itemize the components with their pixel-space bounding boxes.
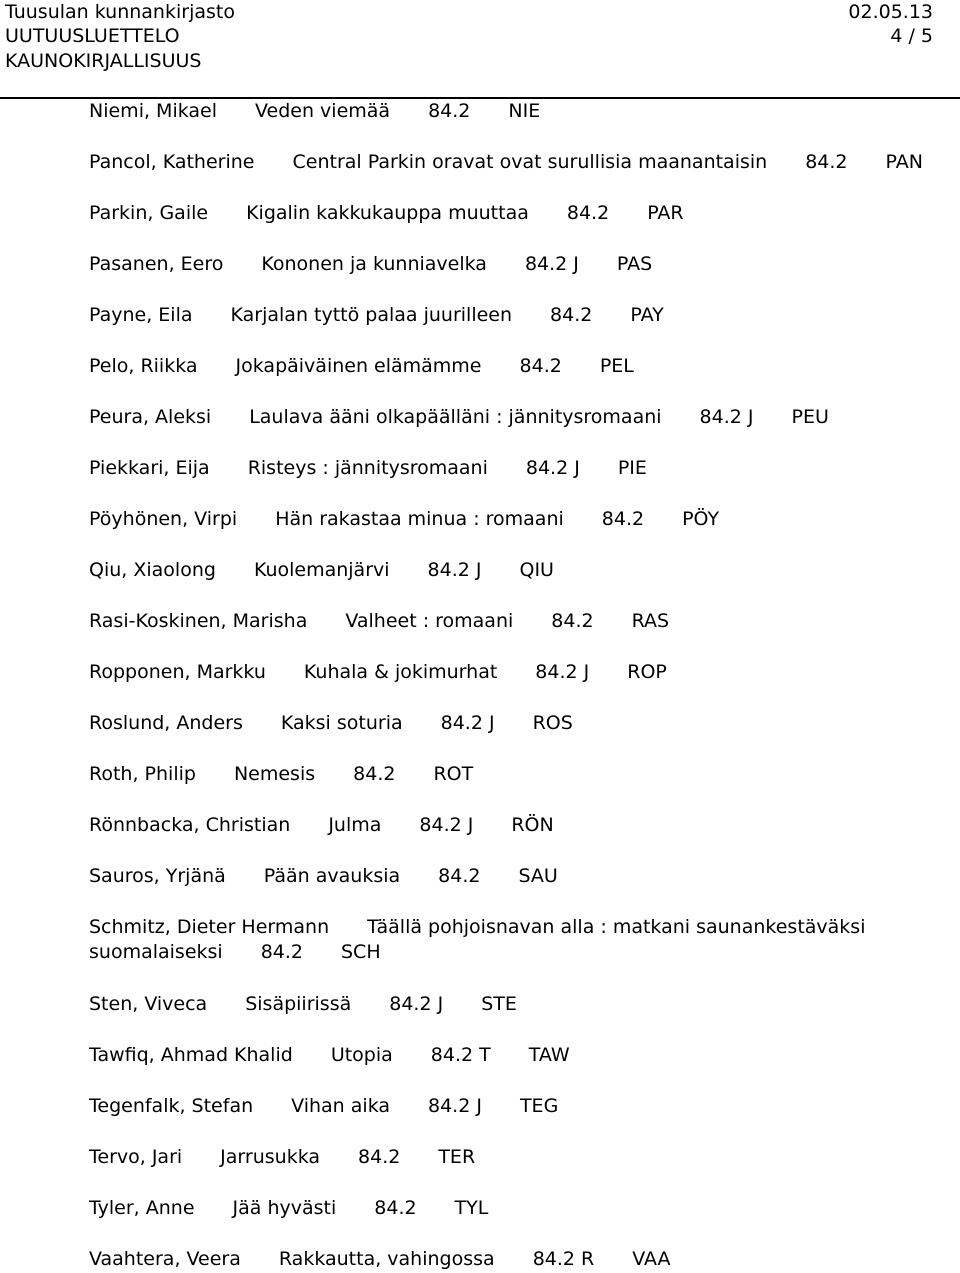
entry-item [89,507,949,532]
entry-item [89,992,949,1017]
page-number: 4 / 5 [890,25,933,47]
entry-title: Kigalin kakkukauppa muuttaa [246,202,529,224]
entry-item [89,660,949,685]
entry-item [89,1196,949,1221]
category-title: KAUNOKIRJALLISUUS [5,50,202,72]
entry-title: Vihan aika [291,1095,390,1117]
entry-author: Piekkari, Eija [89,457,210,479]
entry-title: Laulava ääni olkapäälläni : jännitysromaani [249,406,662,428]
entry-code: ROP [627,661,667,683]
entry-code: RÖN [511,814,554,836]
entry-class: 84.2 [260,941,303,963]
entry-code: PEU [791,406,829,428]
entry-class: 84.2 J [428,1095,482,1117]
entry-title: Veden viemää [255,100,391,122]
entry-author: Vaahtera, Veera [89,1248,241,1270]
entry-title: Kuhala & jokimurhat [303,661,498,683]
entry-class: 84.2 J [389,993,444,1015]
entry-author: Tegenfalk, Stefan [89,1095,254,1117]
entry-title: Utopia [330,1044,393,1066]
entry-item [89,252,949,277]
entry-title: Nemesis [233,763,316,785]
entry-author: Tervo, Jari [89,1146,183,1168]
entry-item [89,813,949,838]
entry-class: 84.2 [358,1146,401,1168]
entry-code: RAS [631,610,670,632]
entry-code: PAS [616,253,653,275]
entry-title: Central Parkin oravat ovat surullisia maanantaisin [292,151,768,173]
entry-author: Sauros, Yrjänä [89,865,226,887]
entry-author: Ropponen, Markku [89,661,266,683]
entry-code: TEG [519,1095,559,1117]
entry-item [89,609,949,634]
entry-code: PEL [599,355,634,377]
entry-title: Jää hyvästi [232,1197,337,1219]
entry-title: Karjalan tyttö palaa juurilleen [230,304,513,326]
entry-author: Tyler, Anne [89,1197,195,1219]
entry-code: PAN [885,151,923,173]
entry-item [89,762,949,787]
entry-author: Niemi, Mikael [89,100,217,122]
entry-class: 84.2 [805,151,848,173]
entry-author: Tawfiq, Ahmad Khalid [89,1044,293,1066]
entry-code: ROS [532,712,573,734]
entry-title: Hän rakastaa minua : romaani [275,508,564,530]
entry-title: Täällä pohjoisnavan alla : matkani saunankestäväksi suomalaiseksi [89,916,866,963]
entry-author: Payne, Eila [89,304,193,326]
entry-class: 84.2 J [419,814,474,836]
entry-class: 84.2 [601,508,645,530]
entry-code: PAR [647,202,684,224]
entry-author: Rönnbacka, Christian [89,814,291,836]
entry-title: Jarrusukka [220,1146,321,1168]
entry-item [89,354,949,379]
entry-class: 84.2 [428,100,471,122]
list-date: 02.05.13 [848,1,933,23]
entry-code: VAA [632,1248,671,1270]
entry-code: SCH [341,941,381,963]
entry-title: Kuolemanjärvi [253,559,390,581]
entry-item [89,864,949,889]
entry-author: Peura, Aleksi [89,406,212,428]
entry-class: 84.2 [566,202,610,224]
entry-item [89,99,949,124]
entry-title: Risteys : jännitysromaani [247,457,488,479]
entry-title: Sisäpiirissä [245,993,352,1015]
entry-author: Sten, Viveca [89,993,208,1015]
entry-class: 84.2 [550,304,593,326]
entry-author: Roth, Philip [89,763,196,785]
entry-author: Pasanen, Eero [89,253,224,275]
entry-code: NIE [508,100,541,122]
library-name: Tuusulan kunnankirjasto [5,1,235,23]
page-header [5,0,933,100]
entry-item [89,456,949,481]
entry-item [89,1043,949,1068]
entry-class: 84.2 [374,1197,417,1219]
entry-title: Rakkautta, vahingossa [278,1248,495,1270]
entry-item [89,711,949,736]
entry-class: 84.2 [353,763,396,785]
entry-class: 84.2 R [532,1248,595,1270]
entry-class: 84.2 [519,355,562,377]
entry-author: Roslund, Anders [89,712,243,734]
entry-code: TER [438,1146,476,1168]
entry-class: 84.2 [438,865,481,887]
entry-code: PIE [617,457,647,479]
entry-class: 84.2 J [535,661,590,683]
entry-code: QIU [519,559,554,581]
entry-item [89,1247,949,1272]
entry-author: Schmitz, Dieter Hermann [89,916,330,938]
list-title: UUTUUSLUETTELO [5,25,180,47]
entry-code: TAW [528,1044,570,1066]
entry-author: Qiu, Xiaolong [89,559,216,581]
entry-code: ROT [433,763,474,785]
entry-author: Pöyhönen, Virpi [89,508,238,530]
entry-class: 84.2 [551,610,594,632]
entry-code: PÖY [682,508,720,530]
entry-title: Kononen ja kunniavelka [261,253,487,275]
entry-title: Jokapäiväinen elämämme [235,355,482,377]
entry-item [89,915,909,965]
entry-item [89,1145,949,1170]
entry-title: Pään avauksia [263,865,401,887]
entry-item [89,405,949,430]
entry-class: 84.2 J [525,457,580,479]
entry-author: Pancol, Katherine [89,151,255,173]
entry-code: TYL [454,1197,489,1219]
entry-class: 84.2 T [430,1044,491,1066]
entry-class: 84.2 J [524,253,579,275]
entry-author: Parkin, Gaile [89,202,209,224]
entry-title: Kaksi soturia [280,712,403,734]
entry-author: Rasi-Koskinen, Marisha [89,610,308,632]
entry-code: SAU [518,865,558,887]
entry-item [89,201,949,226]
entry-title: Julma [328,814,382,836]
entry-class: 84.2 J [440,712,495,734]
entry-title: Valheet : romaani [345,610,514,632]
entry-code: STE [481,993,517,1015]
entry-item [89,558,949,583]
entry-item [89,1094,949,1119]
entry-author: Pelo, Riikka [89,355,198,377]
entry-class: 84.2 J [699,406,754,428]
entry-class: 84.2 J [427,559,482,581]
entry-code: PAY [630,304,664,326]
entry-item [89,303,949,328]
entry-item [89,150,949,175]
